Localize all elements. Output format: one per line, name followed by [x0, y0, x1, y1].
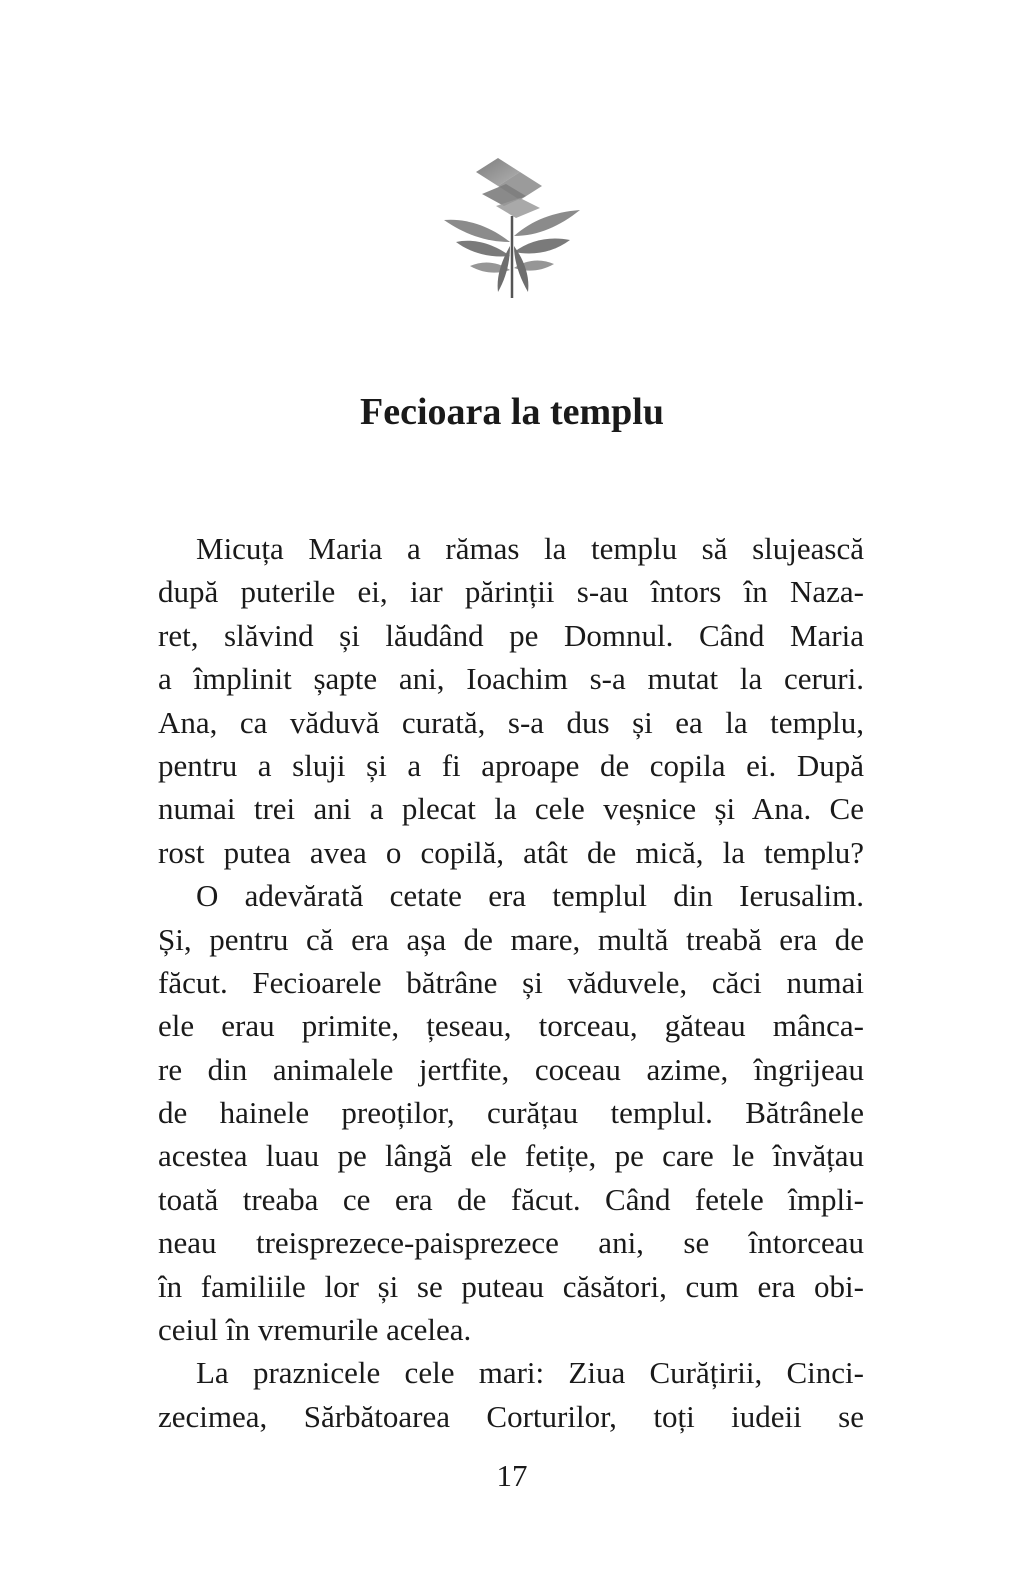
text-line: pentru a sluji și a fi aproape de copila ei. După: [158, 747, 864, 783]
text-line: ceiul în vremurile acelea.: [158, 1312, 472, 1348]
chapter-title: Fecioara la templu: [360, 391, 664, 433]
text-line: Ana, ca văduvă curată, s-a dus și ea la templu,: [158, 704, 864, 740]
text-line: O adevărată cetate era templul din Ierusalim.: [196, 878, 864, 914]
text-line: Micuța Maria a rămas la templu să slujească: [196, 531, 864, 566]
page-number: 17: [496, 1458, 528, 1493]
text-line: toată treaba ce era de făcut. Când fetele împli-: [158, 1181, 864, 1217]
text-line: zecimea, Sărbătoarea Corturilor, toți iudeii se: [158, 1398, 864, 1434]
flower-ornament-icon: [436, 150, 588, 302]
text-line: făcut. Fecioarele bătrâne și văduvele, căci numai: [158, 964, 864, 1000]
text-line: a împlinit șapte ani, Ioachim s-a mutat la ceruri.: [158, 661, 864, 697]
text-line: acestea luau pe lângă ele fetițe, pe care le învățau: [158, 1138, 864, 1174]
text-line: La praznicele cele mari: Ziua Curățirii, Cinci-: [196, 1355, 864, 1391]
text-line: de hainele preoților, curățau templul. Bătrânele: [158, 1095, 864, 1131]
body-text: [158, 527, 864, 1438]
text-line: ret, slăvind și lăudând pe Domnul. Când Maria: [158, 617, 864, 653]
text-line: rost putea avea o copilă, atât de mică, la templu?: [158, 834, 864, 870]
text-line: neau treisprezece-paisprezece ani, se întorceau: [158, 1225, 864, 1261]
text-line: ele erau primite, țeseau, torceau, găteau mânca-: [158, 1008, 864, 1044]
text-line: în familiile lor și se puteau căsători, cum era obi-: [158, 1268, 864, 1304]
text-line: numai trei ani a plecat la cele veșnice și Ana. Ce: [158, 791, 864, 827]
text-line: re din animalele jertfite, coceau azime, îngrijeau: [158, 1051, 864, 1087]
text-line: după puterile ei, iar părinții s-au întors în Naza-: [158, 574, 864, 610]
text-line: Și, pentru că era așa de mare, multă treabă era de: [158, 921, 864, 957]
